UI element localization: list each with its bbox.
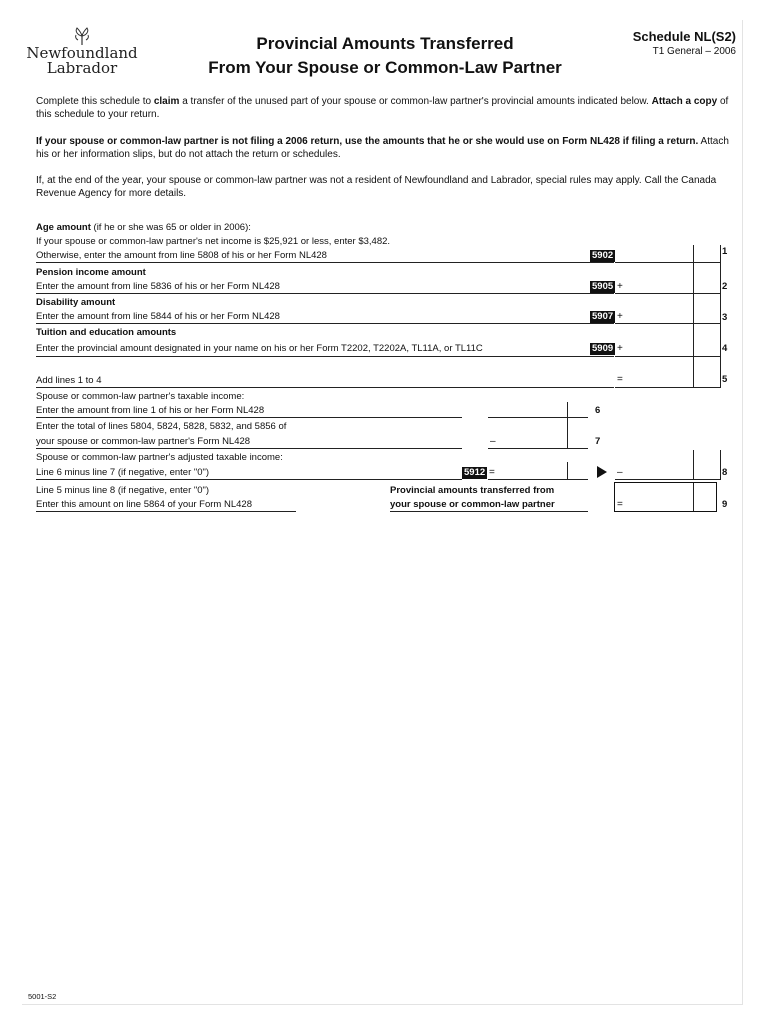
line-number-5: 5 [722, 374, 728, 385]
line-9-amount-field[interactable] [614, 482, 717, 512]
line-8-column-edge [720, 450, 721, 479]
line-1-amount-field[interactable] [615, 245, 721, 262]
form-page [22, 20, 743, 1005]
line-number-9: 9 [722, 499, 728, 510]
line-3-rule [36, 323, 614, 324]
age-amount-note: (if he or she was 65 or older in 2006): [90, 222, 251, 233]
line-8-right-field-rule [615, 479, 721, 480]
schedule-name: Schedule NL(S2) [632, 29, 736, 44]
line-9-rule [36, 511, 296, 512]
line-number-4: 4 [722, 343, 728, 354]
line-number-7: 7 [595, 436, 601, 447]
code-5912: 5912 [464, 467, 486, 478]
line-4-amount-field[interactable] [615, 338, 721, 356]
line-1-rule [36, 262, 614, 263]
age-amount-text-1: If your spouse or common-law partner's net income is $25,921 or less, enter $3,482. [36, 236, 391, 247]
equals-sign: = [489, 467, 495, 478]
line-6-amount-field[interactable] [488, 402, 588, 417]
line-number-2: 2 [722, 281, 728, 292]
equals-sign: = [617, 374, 623, 385]
line-number-3: 3 [722, 312, 728, 323]
line-6-field-rule [488, 417, 588, 418]
line-8-left-cents-divider [567, 462, 568, 479]
line-4-field-rule [615, 356, 721, 357]
taxable-income-text-1: Spouse or common-law partner's taxable income: [36, 391, 245, 402]
logo-text-labrador: Labrador [46, 59, 118, 77]
minus-sign: – [490, 436, 496, 447]
schedule-id [633, 29, 736, 57]
tuition-text: Enter the provincial amount designated in your name on his or her Form T2202, T2202A, TL11A, or TL11C [36, 343, 483, 354]
line-9-text-2: Enter this amount on line 5864 of your Form NL428 [36, 499, 252, 510]
transfer-label-rule [390, 511, 588, 512]
code-5907: 5907 [592, 311, 614, 322]
line-8-left-field-rule [488, 479, 588, 480]
intro-text: of this schedule to your return. [36, 96, 729, 120]
arrow-right-icon [597, 466, 607, 478]
line-number-1: 1 [722, 246, 728, 257]
age-amount-heading [36, 222, 251, 234]
form-title [160, 32, 610, 80]
line-2-field-rule [615, 293, 721, 294]
add-lines-text: Add lines 1 to 4 [36, 375, 102, 386]
line-7-cents-divider [567, 418, 568, 448]
intro-paragraph-1 [36, 95, 732, 121]
line-3-amount-field[interactable] [615, 306, 721, 323]
title-line-2: From Your Spouse or Common-Law Partner [208, 58, 562, 77]
plus-sign: + [617, 311, 623, 322]
line-9-cents-divider [693, 483, 694, 511]
intro-text: Complete this schedule to [36, 96, 154, 107]
transfer-label-1: Provincial amounts transferred from [390, 485, 555, 496]
plus-sign: + [617, 343, 623, 354]
minus-sign: – [617, 467, 623, 478]
line-number-8: 8 [722, 467, 728, 478]
line-6-cents-divider [567, 402, 568, 417]
line-7-amount-field[interactable] [488, 430, 588, 448]
form-year: T1 General – 2006 [652, 46, 736, 57]
cents-divider [693, 245, 694, 387]
line-6-rule [36, 417, 462, 418]
disability-text: Enter the amount from line 5844 of his or her Form NL428 [36, 311, 280, 322]
line-8-amount-field[interactable] [615, 450, 721, 479]
line-2-amount-field[interactable] [615, 276, 721, 293]
intro-emphasis: If your spouse or common-law partner is not filing a 2006 return, use the amounts that he or she would use on Form NL428 if filing a return. [36, 136, 699, 147]
intro-text: a transfer of the unused part of your spouse or common-law partner's provincial amounts indicated below. [179, 96, 652, 107]
age-amount-text-2: Otherwise, enter the amount from line 5808 of his or her Form NL428 [36, 250, 327, 261]
line-4-rule [36, 356, 614, 357]
form-code: 5001-S2 [28, 992, 57, 1001]
line-3-field-rule [615, 323, 721, 324]
intro-text: Attach his or her information slips, but do not attach the return or schedules. [36, 136, 729, 160]
title-line-1: Provincial Amounts Transferred [256, 34, 514, 53]
code-5909: 5909 [592, 343, 614, 354]
tuition-heading: Tuition and education amounts [36, 327, 177, 338]
newfoundland-labrador-logo [22, 26, 142, 86]
line-9-text-1: Line 5 minus line 8 (if negative, enter "0") [36, 485, 210, 496]
taxable-income-text-2: Enter the amount from line 1 of his or her Form NL428 [36, 405, 265, 416]
amount-column-edge [720, 245, 721, 387]
line-5-field-rule [615, 387, 721, 388]
intro-paragraph-2 [36, 135, 732, 161]
intro-paragraph-3: If, at the end of the year, your spouse or common-law partner was not a resident of Newfoundland and Labrador, special rules may apply. Call the Canada Revenue Agency for more details. [36, 175, 717, 199]
code-5905: 5905 [592, 281, 614, 292]
line-8-adjusted-income-field[interactable] [488, 462, 588, 479]
transfer-label-2: your spouse or common-law partner [390, 499, 555, 510]
logo-text-newfoundland: Newfoundland [26, 44, 138, 62]
pension-heading: Pension income amount [36, 267, 146, 278]
plus-sign: + [617, 281, 623, 292]
line-2-rule [36, 293, 614, 294]
intro-emphasis: Attach a copy [651, 96, 718, 107]
line-5-amount-field[interactable] [615, 370, 721, 387]
intro-emphasis: claim [153, 96, 180, 107]
pension-text: Enter the amount from line 5836 of his or her Form NL428 [36, 281, 280, 292]
total-lines-text-2: your spouse or common-law partner's Form NL428 [36, 436, 251, 447]
line-8-cents-divider [693, 450, 694, 479]
line-1-field-rule [615, 262, 721, 263]
age-amount-heading-bold: Age amount [36, 222, 91, 233]
line-number-6: 6 [595, 405, 601, 416]
pitcher-plant-icon [71, 26, 93, 46]
disability-heading: Disability amount [36, 297, 116, 308]
line-8-rule [36, 479, 462, 480]
total-lines-text-1: Enter the total of lines 5804, 5824, 5828, 5832, and 5856 of [36, 421, 287, 432]
adjusted-income-text-1: Spouse or common-law partner's adjusted taxable income: [36, 452, 283, 463]
line-7-field-rule [488, 448, 588, 449]
code-5902: 5902 [592, 250, 614, 261]
line-7-rule [36, 448, 462, 449]
adjusted-income-text-2: Line 6 minus line 7 (if negative, enter "0") [36, 467, 210, 478]
line-5-rule [36, 387, 614, 388]
equals-sign: = [617, 499, 623, 510]
